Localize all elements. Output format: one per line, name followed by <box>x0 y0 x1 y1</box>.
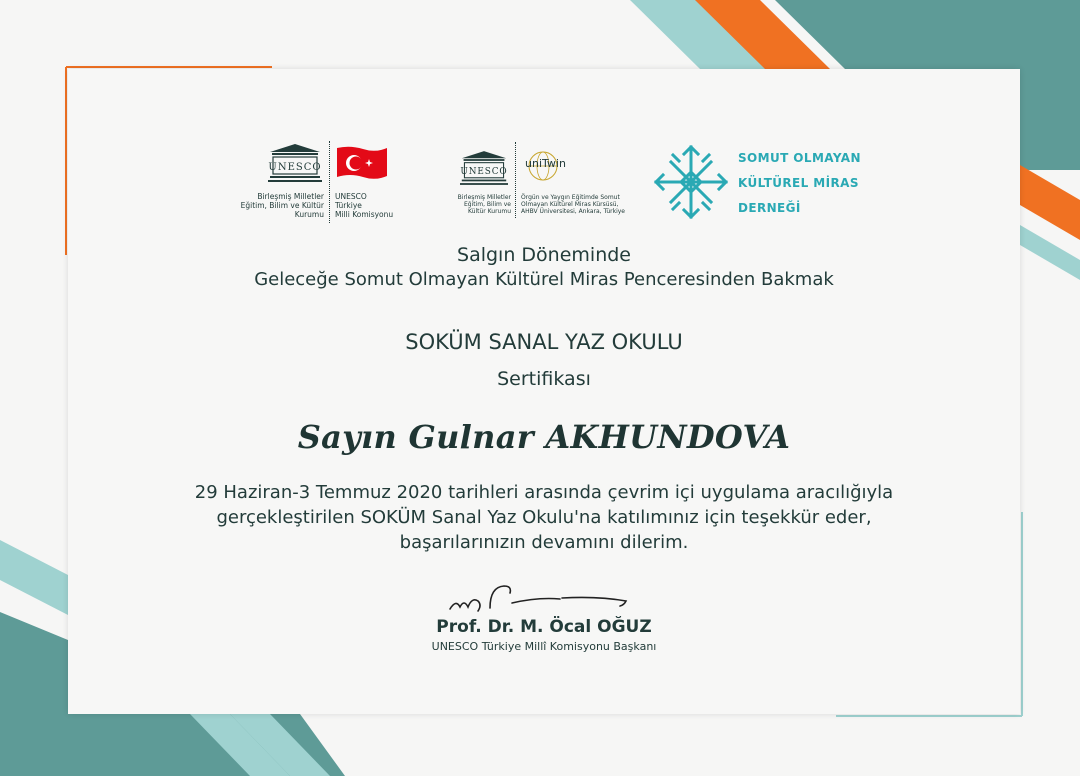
body-line-1: 29 Haziran-3 Temmuz 2020 tarihleri arasında çevrim içi uygulama aracılığıyla <box>194 482 894 503</box>
signature-image <box>448 579 633 619</box>
unitwin-brand: uniTwin <box>525 157 566 170</box>
certificate-card <box>68 69 1020 714</box>
unesco-turkiye-logo <box>218 141 398 226</box>
smkm-name: SOMUT OLMAYAN KÜLTÜREL MİRAS DERNEĞİ <box>738 151 861 215</box>
smkm-logo <box>651 143 871 223</box>
unitwin-logo <box>455 142 635 222</box>
logo-divider <box>329 141 330 223</box>
course-title: SOKÜM SANAL YAZ OKULU <box>405 330 683 354</box>
svg-text:UNESCO: UNESCO <box>268 162 322 173</box>
certificate-label: Sertifikası <box>497 368 591 390</box>
body-line-3: başarılarınızın devamını dilerim. <box>399 532 689 553</box>
unesco-temple-icon <box>268 143 322 183</box>
body-line-2: gerçekleştirilen SOKÜM Sanal Yaz Okulu'na katılımınız için teşekkür eder, <box>216 507 872 528</box>
unesco-org-name: Birleşmiş Milletler Eğitim, Bilim ve Kültür Kurumu <box>240 192 324 219</box>
turkiye-commission-name: UNESCO Türkiye Milli Komisyonu <box>335 192 394 219</box>
turkey-flag-icon <box>335 145 389 181</box>
logo-divider-2 <box>515 142 516 218</box>
signer-name: Prof. Dr. M. Öcal OĞUZ <box>436 617 652 637</box>
smkm-snowflake-icon <box>651 143 731 221</box>
unesco-temple-icon-small <box>460 150 508 186</box>
unitwin-chair-name: Örgün ve Yaygın Eğitimde Somut Olmayan Kültürel Miras Kürsüsü, AHBV Üniversitesi, Ankara, Türkiye <box>521 194 625 215</box>
unitwin-org-name: Birleşmiş Milletler Eğitim, Bilim ve Kültür Kurumu <box>457 194 511 215</box>
svg-text:UNESCO: UNESCO <box>460 167 508 178</box>
subtitle-line-1: Salgın Döneminde <box>457 244 631 266</box>
recipient-name: Sayın Gulnar AKHUNDOVA <box>297 418 791 456</box>
signer-title: UNESCO Türkiye Millî Komisyonu Başkanı <box>431 640 657 653</box>
subtitle-line-2: Geleceğe Somut Olmayan Kültürel Miras Penceresinden Bakmak <box>254 269 834 290</box>
